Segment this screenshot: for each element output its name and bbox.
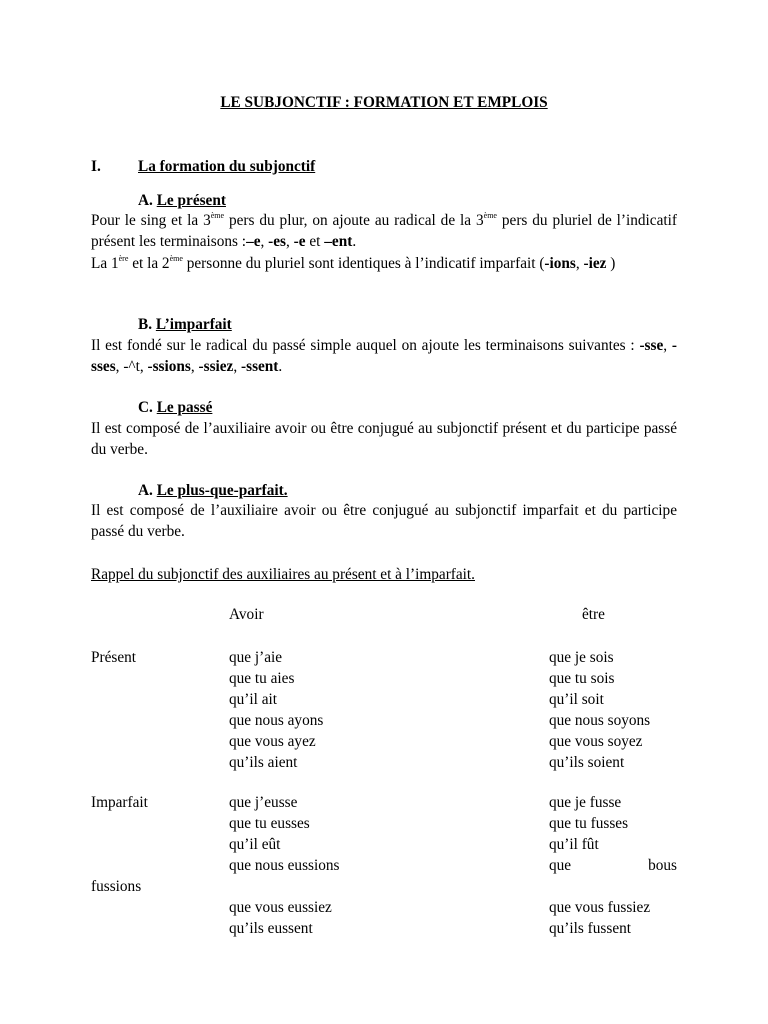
ending: -^t: [123, 358, 140, 375]
conjugation: qu’ils soient: [549, 754, 625, 771]
paragraph-passe: Il est composé de l’auxiliaire avoir ou être conjugué au subjonctif présent et du participe passé du verbe.: [91, 420, 677, 458]
text-run: et la 2: [128, 255, 170, 272]
conjugation: qu’ils fussent: [549, 920, 632, 937]
text-run: personne du pluriel sont identiques à l’indicatif imparfait (: [182, 255, 545, 272]
section-number: I.: [91, 158, 101, 175]
text-run: .: [352, 233, 357, 250]
subsection-letter: C.: [138, 399, 153, 416]
paragraph-present-2: [91, 253, 677, 274]
superscript: ème: [483, 211, 497, 220]
text-run: ,: [663, 337, 672, 354]
ending: -sse: [639, 337, 664, 354]
ending: –ent: [324, 233, 353, 250]
present-etre-list: [549, 647, 650, 773]
text-run: ): [606, 255, 616, 272]
text-run: pers du plur, on ajoute au radical de la 3: [224, 212, 484, 229]
ending: -ssions: [147, 358, 191, 375]
conjugation: qu’ils eussent: [229, 920, 313, 937]
ending: -iez: [583, 255, 607, 272]
subsection-title: Le passé: [156, 399, 213, 416]
subsection-letter: B.: [138, 316, 153, 333]
text-run: Pour le sing et la 3: [91, 212, 211, 229]
text-run: Il est fondé sur le radical du passé simple auquel on ajoute les terminaisons suivantes :: [91, 337, 640, 354]
text-run: ,: [233, 358, 242, 375]
subsection-heading-imparfait: [138, 314, 232, 335]
conjugation: que j’aie: [229, 649, 283, 666]
text-run: ,: [260, 233, 269, 250]
conjugation: que nous soyons: [549, 712, 651, 729]
wrapped-word-fussions: fussions: [91, 878, 142, 895]
text-run: ,: [575, 255, 584, 272]
superscript: ère: [118, 254, 129, 263]
conjugation: qu’il eût: [229, 836, 281, 853]
conjugation: qu’il fût: [549, 836, 599, 853]
section-title: La formation du subjonctif: [138, 158, 316, 175]
subsection-title: Le plus-que-parfait.: [156, 482, 288, 499]
ending: -e: [293, 233, 306, 250]
text-run: ,: [286, 233, 294, 250]
imparfait-etre-list-2: [549, 897, 650, 939]
column-header-avoir: Avoir: [229, 606, 264, 623]
column-header-etre: être: [582, 606, 605, 623]
text-run: ,: [139, 358, 148, 375]
conjugation: que tu aies: [229, 670, 295, 687]
conjugation: que tu eusses: [229, 815, 310, 832]
ending: -ssiez: [198, 358, 234, 375]
paragraph-imparfait: [91, 335, 677, 377]
subsection-heading-passe: [138, 397, 212, 418]
conjugation: que vous eussiez: [229, 899, 332, 916]
conjugation: que j’eusse: [229, 794, 298, 811]
ending: -ions: [544, 255, 576, 272]
conjugation: que vous soyez: [549, 733, 643, 750]
conjugation: que vous fussiez: [549, 899, 651, 916]
conjugation: qu’il soit: [549, 691, 604, 708]
conjugation: qu’il ait: [229, 691, 278, 708]
word-que: que: [549, 857, 572, 874]
rappel-heading: Rappel du subjonctif des auxiliaires au présent et à l’imparfait.: [91, 566, 475, 583]
subsection-heading-pqp: [138, 480, 288, 501]
conjugation: que nous ayons: [229, 712, 324, 729]
page-title: LE SUBJONCTIF : FORMATION ET EMPLOIS: [220, 94, 548, 111]
conjugation: que tu fusses: [549, 815, 629, 832]
conjugation: que nous eussions: [229, 857, 340, 874]
ending: -es: [268, 233, 287, 250]
text-run: et: [305, 233, 325, 250]
text-run: ,: [115, 358, 124, 375]
conjugation: qu’ils aient: [229, 754, 298, 771]
conjugation: que je sois: [549, 649, 614, 666]
subsection-letter: A.: [138, 482, 153, 499]
imparfait-avoir-list-2: [229, 897, 332, 939]
justified-line: [549, 855, 677, 876]
text-run: pers du pluriel de l’indicatif présent les terminaisons :: [91, 212, 677, 250]
row-label-imparfait: Imparfait: [91, 794, 148, 811]
row-label-present: Présent: [91, 649, 137, 666]
ending: -ssent: [241, 358, 279, 375]
subsection-letter: A.: [138, 192, 153, 209]
subsection-title: L’imparfait: [155, 316, 232, 333]
text-run: La 1: [91, 255, 119, 272]
subsection-title: Le présent: [156, 192, 226, 209]
subsection-heading-present: [138, 190, 226, 211]
imparfait-avoir-list: [229, 792, 339, 876]
superscript: ème: [210, 211, 225, 220]
text-run: .: [278, 358, 283, 375]
paragraph-pqp: Il est composé de l’auxiliaire avoir ou être conjugué au subjonctif imparfait et du participe passé du verbe.: [91, 502, 677, 540]
text-run: ,: [190, 358, 199, 375]
paragraph-present-1: [91, 210, 677, 252]
conjugation: que vous ayez: [229, 733, 316, 750]
conjugation: que tu sois: [549, 670, 615, 687]
ending: -sses: [91, 337, 677, 375]
word-bous: bous: [648, 857, 677, 874]
ending: –e: [246, 233, 261, 250]
superscript: ème: [169, 254, 183, 263]
present-avoir-list: [229, 647, 323, 773]
imparfait-etre-list: [549, 792, 677, 876]
conjugation: que je fusse: [549, 794, 622, 811]
